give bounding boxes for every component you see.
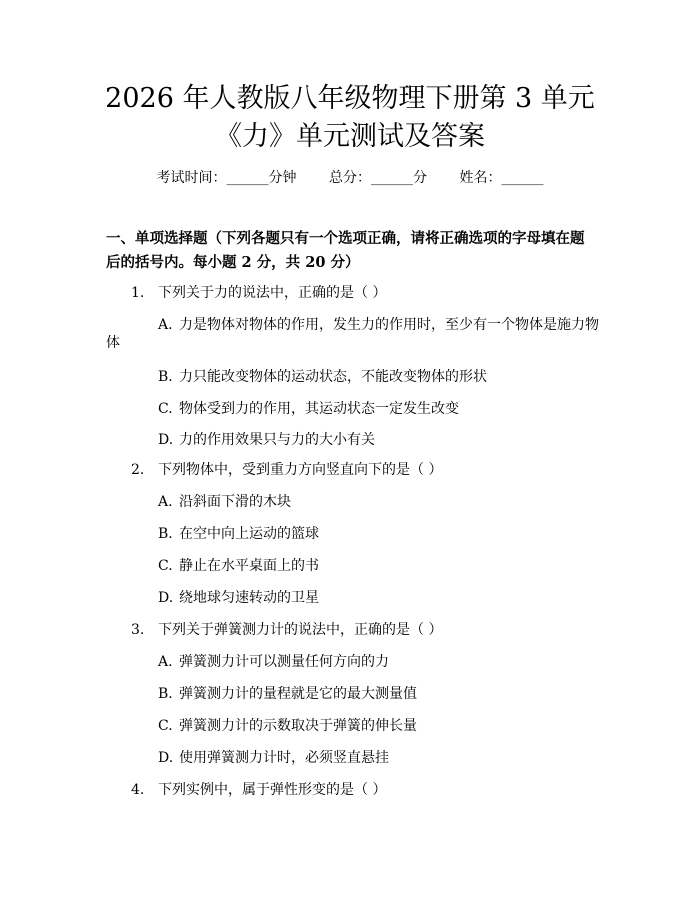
question-text: 下列关于力的说法中，正确的是（ ）	[158, 285, 387, 301]
option-text: 物体受到力的作用，其运动状态一定发生改变	[179, 401, 459, 417]
option-letter: A.	[158, 317, 173, 333]
option-letter: C.	[158, 718, 173, 734]
option-letter: A.	[158, 654, 173, 670]
option-letter: D.	[158, 590, 174, 606]
option-text: 力只能改变物体的运动状态，不能改变物体的形状	[179, 369, 487, 385]
option-text: 静止在水平桌面上的书	[179, 558, 319, 574]
total-score-field: 总分：______分	[329, 170, 427, 186]
option-text: 力的作用效果只与力的大小有关	[179, 432, 375, 448]
student-name-field: 姓名：______	[459, 170, 544, 186]
question-text: 下列物体中，受到重力方向竖直向下的是（ ）	[158, 462, 443, 478]
option-letter: A.	[158, 494, 173, 510]
option-text: 绕地球匀速转动的卫星	[179, 590, 319, 606]
option-letter: C.	[158, 401, 173, 417]
option-text: 在空中向上运动的篮球	[179, 526, 319, 542]
option-text: 使用弹簧测力计时，必须竖直悬挂	[179, 750, 389, 766]
option-text: 弹簧测力计可以测量任何方向的力	[179, 654, 389, 670]
option-letter: B.	[158, 526, 173, 542]
option-text: 弹簧测力计的示数取决于弹簧的伸长量	[179, 718, 417, 734]
question-text: 下列关于弹簧测力计的说法中，正确的是（ ）	[158, 622, 443, 638]
option-letter: D.	[158, 750, 174, 766]
option-letter: B.	[158, 686, 173, 702]
question-number: 1.	[131, 285, 145, 301]
question-number: 4.	[131, 782, 145, 798]
option-letter: C.	[158, 558, 173, 574]
section-heading: 一、单项选择题（下列各题只有一个选项正确，请将正确选项的字母填在题后的括号内。每小题 2 分，共 20 分）	[106, 230, 585, 271]
option-letter: D.	[158, 432, 174, 448]
question-number: 2.	[131, 462, 145, 478]
exam-time-field: 考试时间：______分钟	[156, 170, 297, 186]
document-title-line-1: 2026 年人教版八年级物理下册第 3 单元	[105, 83, 595, 114]
question-text: 下列实例中，属于弹性形变的是（ ）	[158, 782, 387, 798]
exam-info-row	[0, 168, 700, 188]
option-text: 弹簧测力计的量程就是它的最大测量值	[179, 686, 417, 702]
question-number: 3.	[131, 622, 145, 638]
document-title-line-2: 《力》单元测试及答案	[215, 121, 485, 152]
option-letter: B.	[158, 369, 173, 385]
option-text-continuation: 体	[106, 335, 120, 351]
option-text: 沿斜面下滑的木块	[179, 494, 291, 510]
option-text: 力是物体对物体的作用，发生力的作用时，至少有一个物体是施力物	[179, 317, 599, 333]
